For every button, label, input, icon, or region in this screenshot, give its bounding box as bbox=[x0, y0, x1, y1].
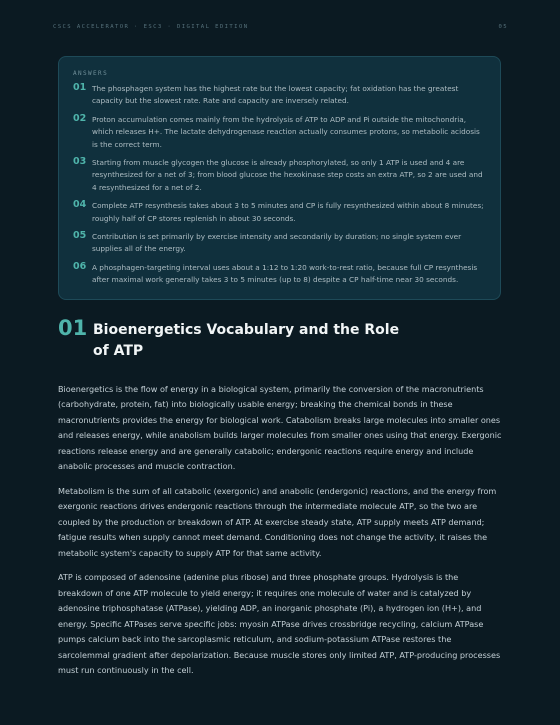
answer-text: Starting from muscle glycogen the glucose is already phosphorylated, so only 1 ATP is used and 4 are resynthesized for a net of 3; from blood glucose the hexokinase step costs an extra ATP, so 2 are used and 4 resynthesized for a net of 2. bbox=[92, 158, 483, 192]
answer-text: A phosphagen-targeting interval uses about a 1:12 to 1:20 work-to-rest ratio, because full CP resynthesis after maximal work generally takes 3 to 5 minutes (up to 8) despite a CP half-time near 30 seconds. bbox=[92, 262, 478, 285]
answer-item bbox=[73, 157, 486, 194]
answer-item bbox=[73, 231, 486, 256]
body-text bbox=[58, 382, 502, 688]
running-header bbox=[53, 24, 508, 30]
answer-number: 05 bbox=[73, 230, 87, 242]
answer-number: 02 bbox=[73, 112, 87, 124]
page-number: 05 bbox=[498, 24, 508, 30]
answer-item bbox=[73, 114, 486, 151]
answer-number: 06 bbox=[73, 260, 87, 272]
answer-item bbox=[73, 83, 486, 108]
section-number: 01 bbox=[58, 316, 88, 340]
answer-item bbox=[73, 200, 486, 225]
body-paragraph: ATP is composed of adenosine (adenine plus ribose) and three phosphate groups. Hydrolysis is the breakdown of one ATP molecule to yield energy; it requires one molecule of water and is catalyzed by adenosine triphosphatase (ATPase), yielding ADP, an inorganic phosphate (Pi), a hydrogen ion (H+), and energy. Specific ATPases serve specific jobs: myosin ATPase drives crossbridge recycling, calcium ATPase pumps calcium back into the sarcoplasmic reticulum, and sodium-potassium ATPase restores the sarcolemmal gradient after depolarization. Because muscle stores only limited ATP, ATP-producing processes must run continuously in the cell. bbox=[58, 572, 501, 675]
answer-text: Complete ATP resynthesis takes about 3 to 5 minutes and CP is fully resynthesized within about 8 minutes; roughly half of CP stores replenish in about 30 seconds. bbox=[92, 201, 484, 223]
section-title: Bioenergetics Vocabulary and the Role of ATP bbox=[93, 322, 400, 359]
answer-number: 04 bbox=[73, 199, 87, 211]
answer-number: 03 bbox=[73, 156, 87, 168]
answers-box bbox=[58, 56, 501, 300]
body-paragraph: Bioenergetics is the flow of energy in a biological system, primarily the conversion of the macronutrients (carbohydrate, protein, fat) into biologically usable energy; breaking the chemical bonds in these macronutrients provides the energy for biological work. Catabolism breaks large molecules into smaller ones and releases energy, while anabolism builds larger molecules from smaller ones using that energy. Exergonic reactions release energy and are generally catabolic; endergonic reactions require energy and include anabolic processes and muscle contraction. bbox=[58, 384, 502, 472]
body-paragraph: Metabolism is the sum of all catabolic (exergonic) and anabolic (endergonic) reactions, and the energy from exergonic reactions drives endergonic reactions through the intermediate molecule ATP, so the two are coupled by the production or breakdown of ATP. At exercise steady state, ATP supply meets ATP demand; fatigue results when supply cannot meet demand. Conditioning does not change the activity, it raises the metabolic system's capacity to supply ATP for that same activity. bbox=[58, 485, 497, 558]
answer-number: 01 bbox=[73, 82, 87, 93]
answer-item bbox=[73, 262, 486, 287]
answer-text: The phosphagen system has the highest rate but the lowest capacity; fat oxidation has the greatest capacity but the slowest rate. Rate and capacity are inversely related. bbox=[92, 84, 459, 106]
answer-text: Contribution is set primarily by exercise intensity and secondarily by duration; no single system ever supplies all of the energy. bbox=[92, 232, 462, 254]
answers-title: ANSWERS bbox=[73, 70, 109, 77]
answer-text: Proton accumulation comes mainly from the hydrolysis of ATP to ADP and Pi outside the mitochondria, which releases H+. The lactate dehydrogenase reaction actually consumes protons, so metabolic acidosis is the correct term. bbox=[92, 114, 480, 149]
running-header-title: CSCS ACCELERATOR · ESC3 · DIGITAL EDITION bbox=[53, 24, 249, 30]
